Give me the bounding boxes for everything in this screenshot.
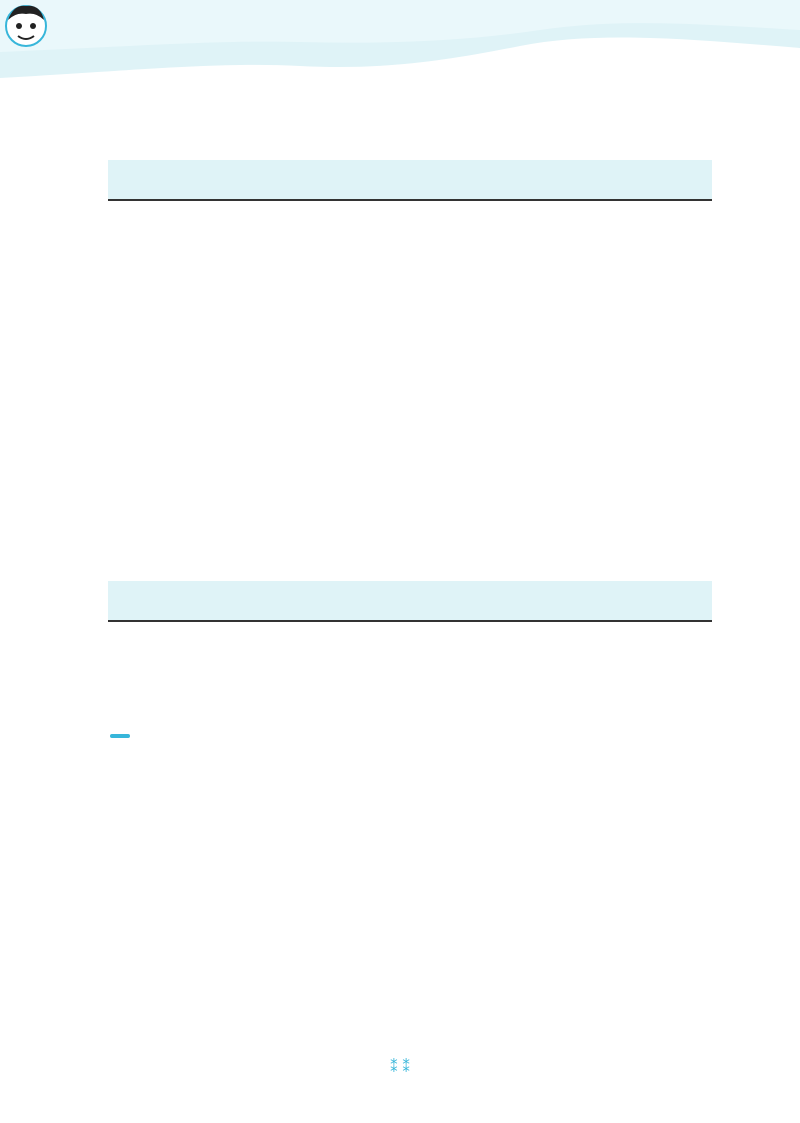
table-header-row [108, 160, 712, 200]
page-number-left-deco: ⁑ [390, 1058, 403, 1076]
stroke-order-table-garden-4 [108, 581, 712, 622]
section3-label [110, 734, 130, 738]
page-header [0, 0, 800, 90]
header-words [544, 160, 712, 200]
header-wave-decoration [0, 0, 800, 90]
stroke-order-table-reading-10 [108, 160, 712, 201]
page-number [0, 1058, 800, 1076]
header-words [544, 581, 712, 621]
header-char [108, 160, 144, 200]
header-structure [470, 160, 544, 200]
header-stroke-order [144, 581, 422, 621]
header-radical [422, 581, 470, 621]
header-stroke-order [144, 160, 422, 200]
header-radical [422, 160, 470, 200]
header-structure [470, 581, 544, 621]
mascot-boy-icon [0, 0, 52, 52]
table-header-row [108, 581, 712, 621]
page-number-right-deco: ⁑ [402, 1058, 410, 1076]
header-char [108, 581, 144, 621]
